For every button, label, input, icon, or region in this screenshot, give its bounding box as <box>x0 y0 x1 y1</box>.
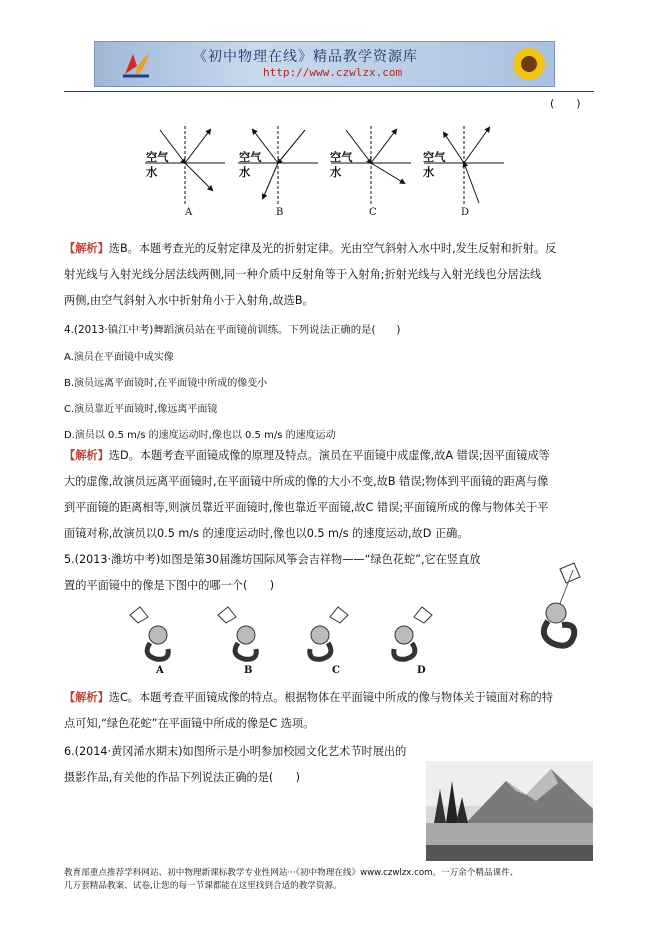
landscape-photo <box>426 761 593 861</box>
question-4-stem: 4.(2013·镇江中考)舞蹈演员站在平面镜前训练。下列说法正确的是( ) <box>64 324 401 336</box>
answer-paren: ( ) <box>550 97 581 110</box>
q5-option-label-a: A <box>156 665 164 676</box>
analysis-line: 【解析】选D。本题考查平面镜成像的原理及特点。演员在平面镜中成虚像,故A 错误;因平面镜成等 <box>64 449 550 462</box>
sunflower-icon <box>507 44 551 84</box>
question-5-stem: 5.(2013·潍坊中考)如图是第30届潍坊国际风筝会吉祥物——“绿色花蛇”,它在竖直放 <box>64 553 481 566</box>
option-label-b: B <box>276 207 284 218</box>
diagram-d <box>424 126 504 206</box>
footer-line: 教育部重点推荐学科网站、初中物理新课标教学专业性网站···《初中物理在线》www.czwlzx.com。一万余个精品课件、 <box>64 868 519 878</box>
analysis-line: 【解析】选C。本题考查平面镜成像的特点。根据物体在平面镜中所成的像与物体关于镜面对称的特 <box>64 691 553 704</box>
question-6-stem: 6.(2014·黄冈浠水期末)如图所示是小明参加校园文化艺术节时展出的 <box>64 745 407 758</box>
water-label-d: 水 <box>423 166 435 179</box>
snake-options-figure <box>120 605 450 665</box>
snake-option-a <box>130 607 168 659</box>
air-label-d: 空气 <box>423 151 446 164</box>
water-label-a: 水 <box>146 166 158 179</box>
option-label-c: C <box>369 207 377 218</box>
analysis-line: 点可知,“绿色花蛇”在平面镜中所成的像是C 选项。 <box>64 717 315 730</box>
logo-icon <box>119 48 153 80</box>
option-label-d: D <box>461 207 470 218</box>
header-rule <box>64 91 594 92</box>
analysis-line: 大的虚像,故演员远离平面镜时,在平面镜中所成的像的大小不变,故B 错误;物体到平面镜的距离与像 <box>64 475 549 488</box>
analysis-tag: 【解析】 <box>64 691 109 704</box>
analysis-line: 到平面镜的距离相等,则演员靠近平面镜时,像也靠近平面镜,故C 错误;平面镜所成的像与物体关于平 <box>64 501 549 514</box>
analysis-line: 射光线与入射光线分居法线两侧,同一种介质中反射角等于入射角;折射光线与入射光线也分居法线 <box>64 268 542 281</box>
header-title: 《初中物理在线》精品教学资源库 <box>193 49 418 65</box>
q4-option-b: B.演员远离平面镜时,在平面镜中所成的像变小 <box>64 378 268 389</box>
q5-option-label-c: C <box>332 665 340 676</box>
snake-option-c <box>310 607 348 659</box>
air-label-c: 空气 <box>330 151 353 164</box>
air-label-b: 空气 <box>239 151 262 164</box>
question-5-stem: 置的平面镜中的像是下图中的哪一个( ) <box>64 579 275 592</box>
option-label-a: A <box>185 207 193 218</box>
air-label-a: 空气 <box>146 151 169 164</box>
water-label-b: 水 <box>239 166 251 179</box>
analysis-line: 【解析】选B。本题考查光的反射定律及光的折射定律。光由空气斜射入水中时,发生反射和折射。反 <box>64 242 557 255</box>
analysis-tag: 【解析】 <box>64 242 109 255</box>
header-url: http://www.czwlzx.com <box>263 66 403 79</box>
analysis-line: 面镜对称,故演员以0.5 m/s 的速度运动时,像也以0.5 m/s 的速度运动,故D 正确。 <box>64 527 469 540</box>
q4-option-d: D.演员以 0.5 m/s 的速度运动时,像也以 0.5 m/s 的速度运动 <box>64 430 336 441</box>
footer-line: 几万套精品教案、试卷,让您的每一节课都能在这里找到合适的教学资源。 <box>64 881 342 891</box>
analysis-tag: 【解析】 <box>64 449 109 462</box>
refraction-diagrams <box>140 118 510 223</box>
question-6-stem: 摄影作品,有关他的作品下列说法正确的是( ) <box>64 771 301 784</box>
q4-option-c: C.演员靠近平面镜时,像远离平面镜 <box>64 404 218 415</box>
q5-option-label-d: D <box>417 665 426 676</box>
diagram-c <box>331 126 411 206</box>
snake-mascot-figure <box>530 561 600 656</box>
snake-option-d <box>394 607 432 659</box>
header-banner <box>94 41 555 87</box>
snake-option-b <box>218 607 256 659</box>
q4-option-a: A.演员在平面镜中成实像 <box>64 352 174 363</box>
water-label-c: 水 <box>330 166 342 179</box>
q5-option-label-b: B <box>244 665 253 676</box>
analysis-line: 两侧,由空气斜射入水中折射角小于入射角,故选B。 <box>64 294 314 307</box>
